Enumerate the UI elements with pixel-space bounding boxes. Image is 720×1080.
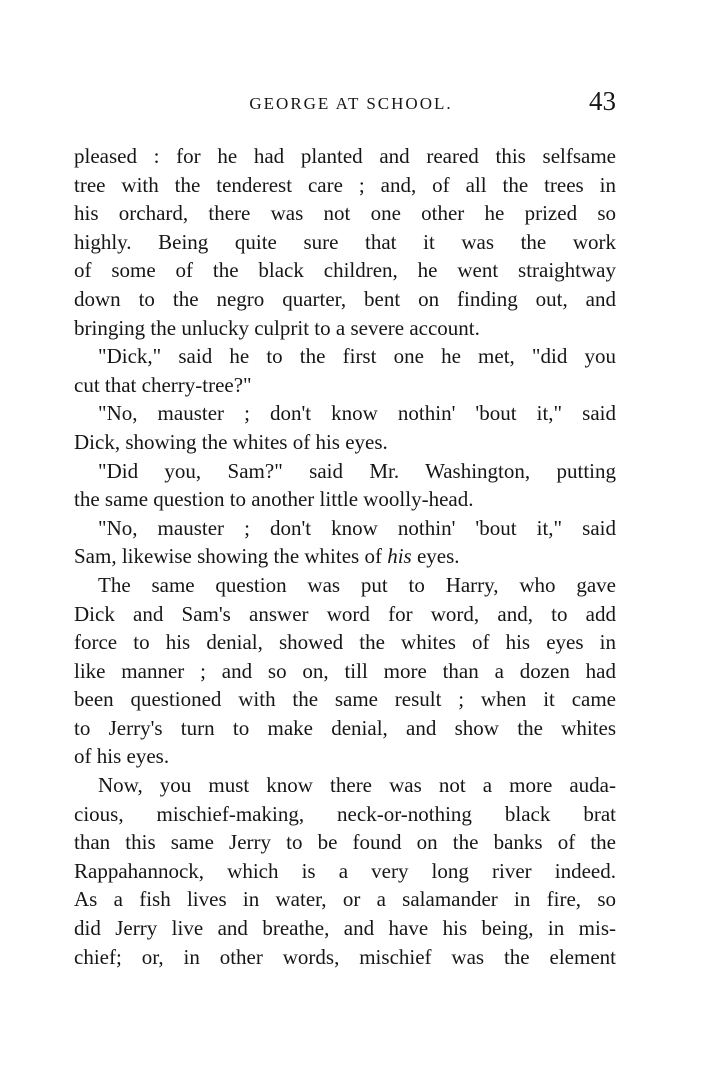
text-line: his orchard, there was not one other he prized so: [74, 201, 616, 226]
text-line: chief; or, in other words, mischief was the element: [74, 944, 616, 969]
text-line: tree with the tenderest care ; and, of all the trees in: [74, 172, 616, 197]
text-line: "No, mauster ; don't know nothin' 'bout it," said: [98, 401, 616, 426]
running-header: [74, 86, 616, 122]
text-segment: Sam, likewise showing the whites of: [74, 544, 382, 569]
text-line: been questioned with the same result ; when it came: [74, 687, 616, 712]
text-line: "No, mauster ; don't know nothin' 'bout it," said: [98, 515, 616, 540]
text-line: "Did you, Sam?" said Mr. Washington, putting: [98, 458, 616, 483]
text-line: cious, mischief-making, neck-or-nothing black brat: [74, 801, 616, 826]
text-line: Dick, showing the whites of his eyes.: [74, 429, 388, 454]
text-line: Now, you must know there was not a more auda-: [98, 773, 616, 798]
text-line: bringing the unlucky culprit to a severe account.: [74, 315, 480, 340]
text-line: The same question was put to Harry, who gave: [98, 572, 616, 597]
text-line: to Jerry's turn to make denial, and show the whites: [74, 715, 616, 740]
text-line: As a fish lives in water, or a salamander in fire, so: [74, 887, 616, 912]
text-line: did Jerry live and breathe, and have his being, in mis-: [74, 916, 616, 941]
text-segment: eyes.: [416, 544, 460, 569]
page-number: 43: [589, 86, 616, 116]
text-line: of some of the black children, he went straightway: [74, 258, 616, 283]
text-line: force to his denial, showed the whites of his eyes in: [74, 630, 616, 655]
text-line: highly. Being quite sure that it was the work: [74, 229, 616, 254]
body-text: [74, 142, 616, 971]
text-line: the same question to another little woolly-head.: [74, 487, 474, 512]
text-line: [74, 542, 616, 571]
text-line: like manner ; and so on, till more than a dozen had: [74, 658, 616, 683]
text-line: of his eyes.: [74, 744, 170, 769]
text-line: down to the negro quarter, bent on finding out, and: [74, 286, 616, 311]
text-line: than this same Jerry to be found on the banks of the: [74, 830, 616, 855]
running-title: GEORGE AT SCHOOL.: [249, 94, 453, 113]
text-line: Dick and Sam's answer word for word, and, to add: [74, 601, 616, 626]
italic-word: his: [387, 544, 412, 569]
text-line: "Dick," said he to the first one he met, "did you: [98, 344, 616, 369]
text-line: cut that cherry-tree?": [74, 372, 252, 397]
text-line: pleased : for he had planted and reared this selfsame: [74, 144, 616, 168]
text-line: Rappahannock, which is a very long river indeed.: [74, 858, 616, 883]
